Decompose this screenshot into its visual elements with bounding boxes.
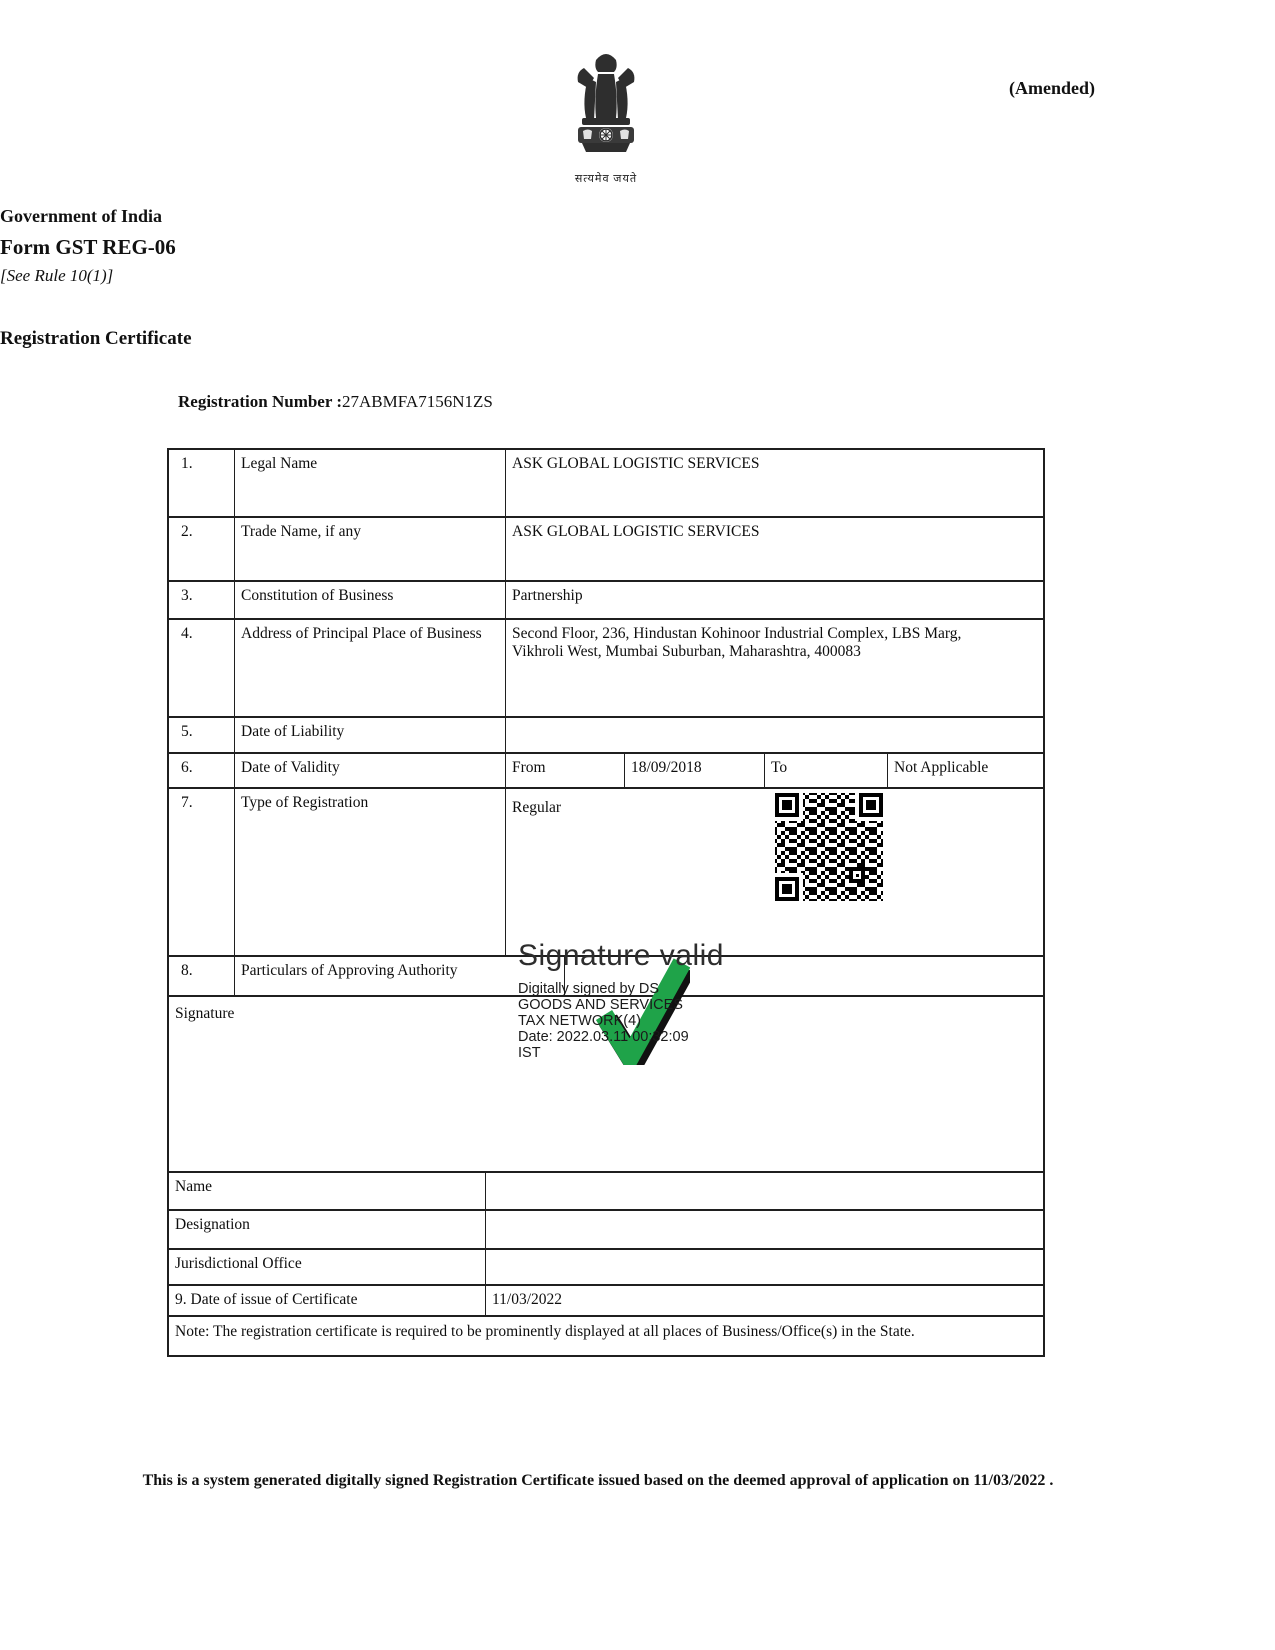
certificate-title: Registration Certificate	[0, 328, 192, 349]
registration-number-value: 27ABMFA7156N1ZS	[342, 392, 493, 411]
validity-from-value: 18/09/2018	[624, 754, 764, 787]
table-row-date-of-liability	[169, 716, 1043, 752]
ashoka-emblem-icon	[570, 151, 642, 168]
validity-to-label: To	[764, 754, 887, 787]
row-value: Partnership	[512, 587, 583, 604]
row-number: 8.	[169, 957, 235, 995]
row-value: ASK GLOBAL LOGISTIC SERVICES	[512, 523, 760, 540]
row-label: Constitution of Business	[235, 582, 506, 618]
signed-line: IST	[518, 1045, 541, 1061]
row-label: Date of Liability	[235, 718, 506, 752]
validity-cells	[506, 754, 1043, 787]
note-text: Note: The registration certificate is required to be prominently displayed at all places of Business/Office(s) in the State.	[175, 1323, 915, 1340]
digitally-signed-details	[518, 981, 848, 1061]
row-label: Jurisdictional Office	[169, 1250, 486, 1284]
government-of-india-title: Government of India	[0, 206, 162, 226]
row-value	[486, 1211, 1043, 1248]
row-number: 7.	[169, 789, 235, 955]
digital-signature-stamp	[518, 939, 848, 1061]
row-label: Designation	[169, 1211, 486, 1248]
signed-line: Date: 2022.03.11 00:32:09	[518, 1029, 689, 1045]
amended-label: (Amended)	[1009, 78, 1095, 98]
signed-line: GOODS AND SERVICES	[518, 997, 683, 1013]
row-value: 11/03/2022	[492, 1291, 563, 1308]
certificate-table	[167, 448, 1045, 1357]
signature-label: Signature	[175, 1005, 235, 1022]
table-row-jurisdictional-office	[169, 1248, 1043, 1284]
table-row-note	[169, 1315, 1043, 1355]
registration-number-line	[178, 392, 493, 412]
registration-type-cell	[506, 789, 1043, 955]
row-number: 4.	[169, 620, 235, 716]
row-value: Regular	[512, 799, 562, 816]
system-generated-footer: This is a system generated digitally signed Registration Certificate issued based on the deemed approval of application on 11/03/2022 .	[142, 1472, 1054, 1489]
qr-code	[773, 791, 885, 903]
row-value	[486, 1173, 1043, 1209]
rule-reference: [See Rule 10(1)]	[0, 266, 114, 285]
row-label: Type of Registration	[235, 789, 506, 955]
table-row-address	[169, 618, 1043, 716]
table-row-date-of-issue	[169, 1284, 1043, 1315]
row-number: 2.	[169, 518, 235, 580]
signature-valid-text: Signature valid	[518, 939, 724, 972]
row-label: Trade Name, if any	[235, 518, 506, 580]
signed-line: Digitally signed by DS	[518, 981, 660, 997]
table-row-name	[169, 1171, 1043, 1209]
row-value	[486, 1250, 1043, 1284]
registration-number-label: Registration Number :	[178, 392, 342, 411]
table-row-type-of-registration	[169, 787, 1043, 955]
row-label: 9. Date of issue of Certificate	[169, 1286, 486, 1315]
row-number: 1.	[169, 450, 235, 516]
form-title: Form GST REG-06	[0, 235, 176, 259]
row-label: Legal Name	[235, 450, 506, 516]
emblem-motto: सत्यमेव जयते	[574, 173, 638, 185]
row-number: 5.	[169, 718, 235, 752]
table-row-trade-name	[169, 516, 1043, 580]
row-label: Particulars of Approving Authority	[235, 957, 565, 995]
row-number: 3.	[169, 582, 235, 618]
row-number: 6.	[169, 754, 235, 787]
row-label: Name	[169, 1173, 486, 1209]
validity-from-label: From	[512, 759, 546, 776]
row-label: Date of Validity	[235, 754, 506, 787]
row-value: ASK GLOBAL LOGISTIC SERVICES	[512, 455, 760, 472]
table-row-legal-name	[169, 450, 1043, 516]
emblem-area	[0, 52, 1212, 187]
row-label: Address of Principal Place of Business	[235, 620, 506, 716]
row-value	[506, 718, 1043, 752]
table-row-constitution	[169, 580, 1043, 618]
signed-line: TAX NETWORK(4)	[518, 1013, 641, 1029]
validity-to-value: Not Applicable	[887, 754, 1043, 787]
row-value: Second Floor, 236, Hindustan Kohinoor Industrial Complex, LBS Marg, Vikhroli West, Mumbai Suburban, Maharashtra, 400083	[512, 625, 962, 660]
table-row-date-of-validity	[169, 752, 1043, 787]
table-row-designation	[169, 1209, 1043, 1248]
